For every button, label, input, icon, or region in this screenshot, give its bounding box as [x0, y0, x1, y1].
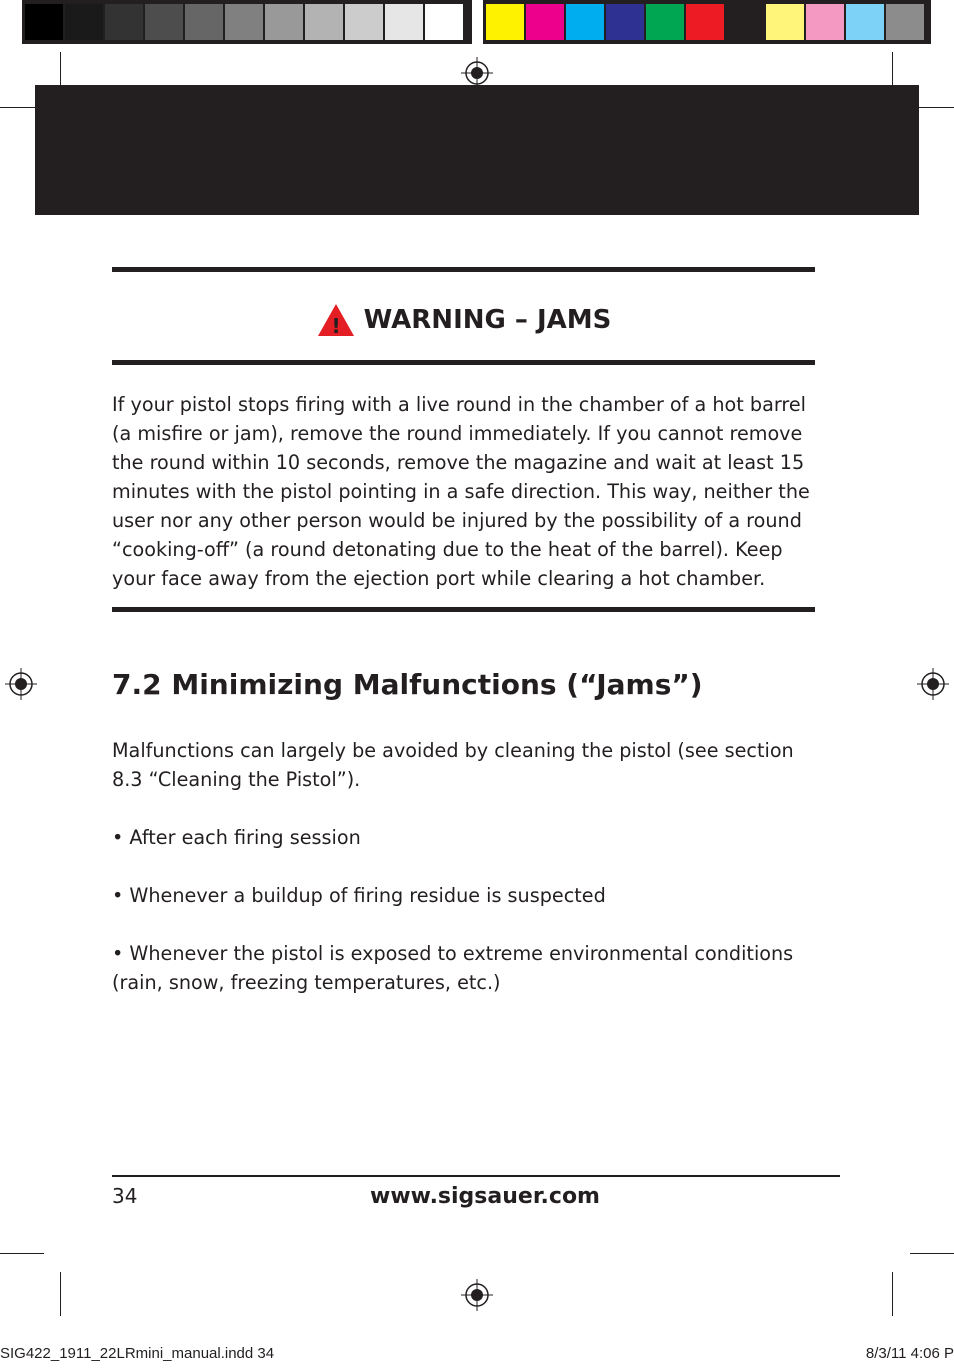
section-intro: Malfunctions can largely be avoided by cleaning the pistol (see section 8.3 “Cleaning the Pistol”).: [112, 739, 794, 791]
color-swatch: [385, 4, 423, 40]
registration-mark-icon: [461, 1279, 493, 1311]
registration-mark-icon: [5, 668, 37, 700]
grayscale-color-bar: [22, 0, 472, 44]
process-color-bar: [483, 0, 931, 44]
warning-mid-rule: [112, 360, 815, 365]
section-body: [112, 736, 822, 997]
color-swatch: [806, 4, 844, 40]
color-swatch: [846, 4, 884, 40]
warning-title: [112, 300, 815, 340]
color-swatch: [486, 4, 524, 40]
list-item: • Whenever a buildup of firing residue is suspected: [112, 884, 606, 907]
registration-mark-icon: [917, 668, 949, 700]
slug-file: SIG422_1911_22LRmini_manual.indd 34: [0, 1345, 275, 1362]
warning-title-text: WARNING – JAMS: [363, 305, 612, 335]
color-swatch: [606, 4, 644, 40]
list-item: • After each firing session: [112, 826, 361, 849]
header-band: [35, 85, 919, 215]
slug-date: 8/3/11 4:06 P: [865, 1345, 954, 1362]
section-heading: 7.2 Minimizing Malfunctions (“Jams”): [112, 668, 703, 701]
warning-top-rule: [112, 267, 815, 272]
color-swatch: [766, 4, 804, 40]
color-swatch: [225, 4, 263, 40]
color-swatch: [566, 4, 604, 40]
color-swatch: [425, 4, 463, 40]
color-swatch: [886, 4, 924, 40]
color-swatch: [25, 4, 63, 40]
color-swatch: [65, 4, 103, 40]
color-swatch: [105, 4, 143, 40]
color-swatch: [726, 4, 764, 40]
color-swatch: [145, 4, 183, 40]
warning-triangle-icon: [316, 302, 356, 338]
footer-rule: [112, 1175, 840, 1177]
warning-paragraph: If your pistol stops firing with a live round in the chamber of a hot barrel (a misfire or jam), remove the round immediately. If you cannot remove the round within 10 seconds, remove the magazine and wait at least 15 minutes with the pistol pointing in a safe direction. This way, neither the user nor any other person would be injured by the possibility of a round “cooking-off” (a round detonating due to the heat of the barrel). Keep your face away from the ejection port while clearing a hot chamber.: [112, 393, 810, 590]
crop-mark: [910, 1253, 954, 1254]
color-swatch: [686, 4, 724, 40]
color-swatch: [345, 4, 383, 40]
svg-text:!: !: [331, 314, 341, 338]
crop-mark: [60, 1272, 61, 1316]
color-swatch: [265, 4, 303, 40]
color-swatch: [305, 4, 343, 40]
color-swatch: [526, 4, 564, 40]
color-swatch: [646, 4, 684, 40]
warning-body: [112, 390, 822, 593]
page-number: 34: [112, 1184, 138, 1208]
warning-bottom-rule: [112, 607, 815, 612]
footer-url: www.sigsauer.com: [370, 1184, 600, 1209]
list-item: • Whenever the pistol is exposed to extreme environmental conditions (rain, snow, freezing temperatures, etc.): [112, 942, 794, 994]
crop-mark: [892, 1272, 893, 1316]
crop-mark: [0, 1253, 44, 1254]
color-swatch: [185, 4, 223, 40]
